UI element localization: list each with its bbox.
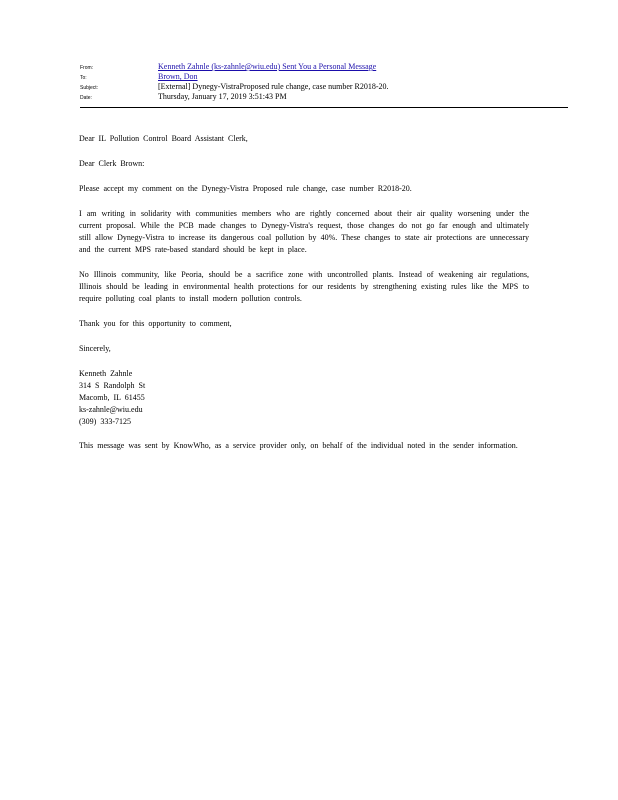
closing: Sincerely,: [79, 344, 111, 353]
to-label: To:: [80, 75, 87, 81]
paragraph-4: Thank you for this opportunity to comment,: [79, 319, 232, 328]
to-link[interactable]: Brown, Don: [158, 72, 198, 81]
subject-value: [External] Dynegy-VistraProposed rule change, case number R2018-20.: [158, 82, 389, 91]
signature-block: [79, 368, 529, 428]
date-row: [80, 92, 570, 102]
from-row: [80, 62, 570, 72]
signature-email: ks-zahnle@wiu.edu: [79, 405, 143, 414]
footer-note: This message was sent by KnowWho, as a service provider only, on behalf of the individual noted in the sender information.: [79, 441, 518, 450]
paragraph-1: Please accept my comment on the Dynegy-Vistra Proposed rule change, case number R2018-20.: [79, 184, 412, 193]
email-body: [79, 133, 529, 465]
date-label: Date:: [80, 95, 92, 101]
header-divider: [80, 107, 568, 108]
signature-name: Kenneth Zahnle: [79, 369, 133, 378]
signature-street: 314 S Randolph St: [79, 381, 146, 390]
from-link[interactable]: Kenneth Zahnle (ks-zahnle@wiu.edu) Sent You a Personal Message: [158, 62, 377, 71]
to-row: [80, 72, 570, 82]
signature-city: Macomb, IL 61455: [79, 393, 145, 402]
paragraph-3: No Illinois community, like Peoria, should be a sacrifice zone with uncontrolled plants. Instead of weakening air regulations, Illinois should be leading in environmental health protections for our residents by strengthening existing rules like the MPS to require polluting coal plants to install modern pollution controls.: [79, 270, 529, 303]
signature-phone: (309) 333-7125: [79, 417, 131, 426]
date-value: Thursday, January 17, 2019 3:51:43 PM: [158, 92, 287, 101]
email-header: [80, 62, 570, 102]
salutation-2: Dear Clerk Brown:: [79, 159, 145, 168]
from-label: From:: [80, 65, 94, 71]
salutation-1: Dear IL Pollution Control Board Assistant Clerk,: [79, 134, 248, 143]
subject-row: [80, 82, 570, 92]
paragraph-2: I am writing in solidarity with communities members who are rightly concerned about their air quality worsening under the current proposal. While the PCB made changes to Dynegy-Vistra's request, those changes do not go far enough and ultimately still allow Dynegy-Vistra to increase its dangerous coal pollution by 40%. These changes to state air protections are unnecessary and the current MPS rate-based standard should be kept in place.: [79, 209, 529, 254]
subject-label: Subject:: [80, 85, 99, 91]
